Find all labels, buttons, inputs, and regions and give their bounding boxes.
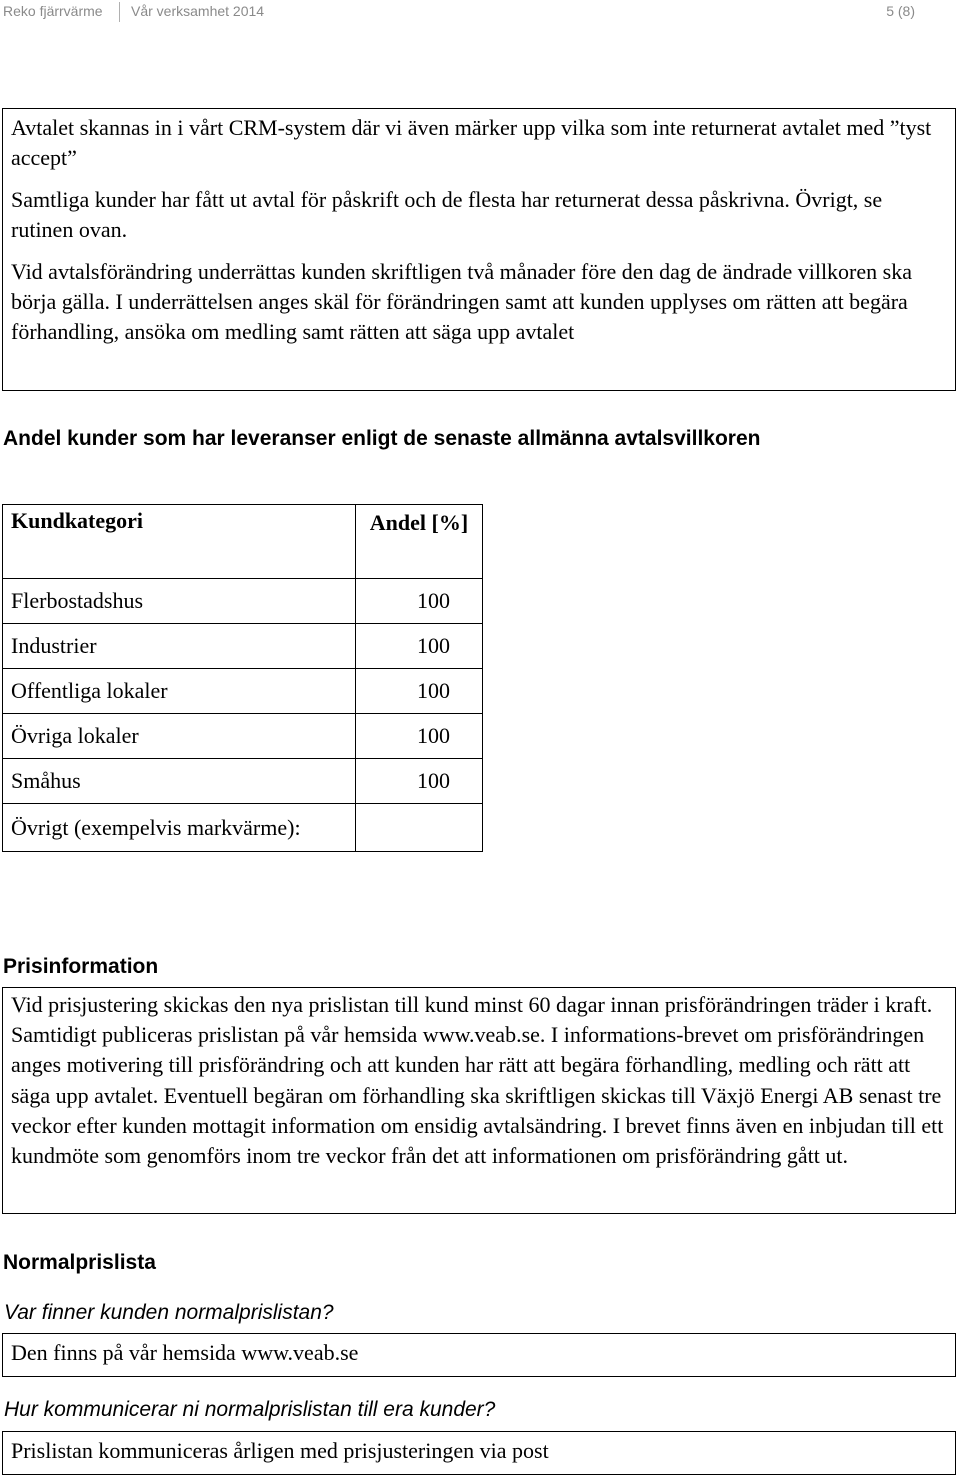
column-header-category: Kundkategori <box>3 505 356 579</box>
price-info-box <box>2 987 956 1214</box>
answer-box-how <box>2 1431 956 1475</box>
table-row <box>3 669 483 714</box>
question-how: Hur kommunicerar ni normalprislistan till era kunder? <box>4 1398 496 1421</box>
header-title: Vår verksamhet 2014 <box>131 3 265 19</box>
category-cell: Offentliga lokaler <box>3 669 356 714</box>
share-cell: 100 <box>356 624 483 669</box>
normal-price-list-heading: Normalprislista <box>3 1251 156 1274</box>
share-heading: Andel kunder som har leveranser enligt de senaste allmänna avtalsvillkoren <box>3 427 761 450</box>
category-cell: Småhus <box>3 759 356 804</box>
header-company: Reko fjärrvärme <box>3 3 103 19</box>
table-row <box>3 804 483 852</box>
answer-text: Prislistan kommuniceras årligen med prisjusteringen via post <box>11 1438 549 1463</box>
share-cell: 100 <box>356 579 483 624</box>
category-cell: Industrier <box>3 624 356 669</box>
share-cell <box>356 804 483 852</box>
price-info-heading: Prisinformation <box>3 955 159 978</box>
intro-paragraph: Avtalet skannas in i vårt CRM-system där vi även märker upp vilka som inte returnerat avtalet med ”tyst accept” <box>11 115 932 170</box>
column-header-share: Andel [%] <box>356 505 483 579</box>
price-info-text: Vid prisjustering skickas den nya prislistan till kund minst 60 dagar innan prisförändringen träder i kraft. Samtidigt publiceras prislistan på vår hemsida www.veab.se. I informations-brevet om prisförändringen anges motivering till prisförändring och att kunden har rätt att begära förhandling, medling och rätt att säga upp avtalet. Eventuell begäran om förhandling ska skriftligen skickas till Växjö Energi AB senast tre veckor efter kunden mottagit information om ensidig avtalsändring. I brevet finns även en inbjudan till ett kundmöte som genomförs inom tre veckor från det att informationen om prisförändring gått ut. <box>11 992 944 1169</box>
share-cell: 100 <box>356 759 483 804</box>
page-header <box>0 0 960 24</box>
category-cell: Flerbostadshus <box>3 579 356 624</box>
category-cell: Övrigt (exempelvis markvärme): <box>3 804 356 852</box>
table-row <box>3 579 483 624</box>
table-row <box>3 714 483 759</box>
category-cell: Övriga lokaler <box>3 714 356 759</box>
header-divider <box>119 2 120 22</box>
customer-share-table <box>2 504 483 852</box>
share-cell: 100 <box>356 714 483 759</box>
table-row <box>3 624 483 669</box>
intro-paragraph: Samtliga kunder har fått ut avtal för påskrift och de flesta har returnerat dessa påskrivna. Övrigt, se rutinen ovan. <box>11 187 883 242</box>
answer-box-where <box>2 1333 956 1377</box>
share-cell: 100 <box>356 669 483 714</box>
intro-paragraph: Vid avtalsförändring underrättas kunden skriftligen två månader före den dag de ändrade villkoren ska börja gälla. I underrättelsen anges skäl för förändringen samt att kunden upplyses om rätten att begära förhandling, ansöka om medling samt rätten att säga upp avtalet <box>11 259 912 344</box>
table-header-row <box>3 505 483 579</box>
intro-text-box <box>2 108 956 391</box>
question-where: Var finner kunden normalprislistan? <box>4 1301 334 1324</box>
table-row <box>3 759 483 804</box>
page-number: 5 (8) <box>886 3 915 19</box>
answer-text: Den finns på vår hemsida www.veab.se <box>11 1340 359 1365</box>
